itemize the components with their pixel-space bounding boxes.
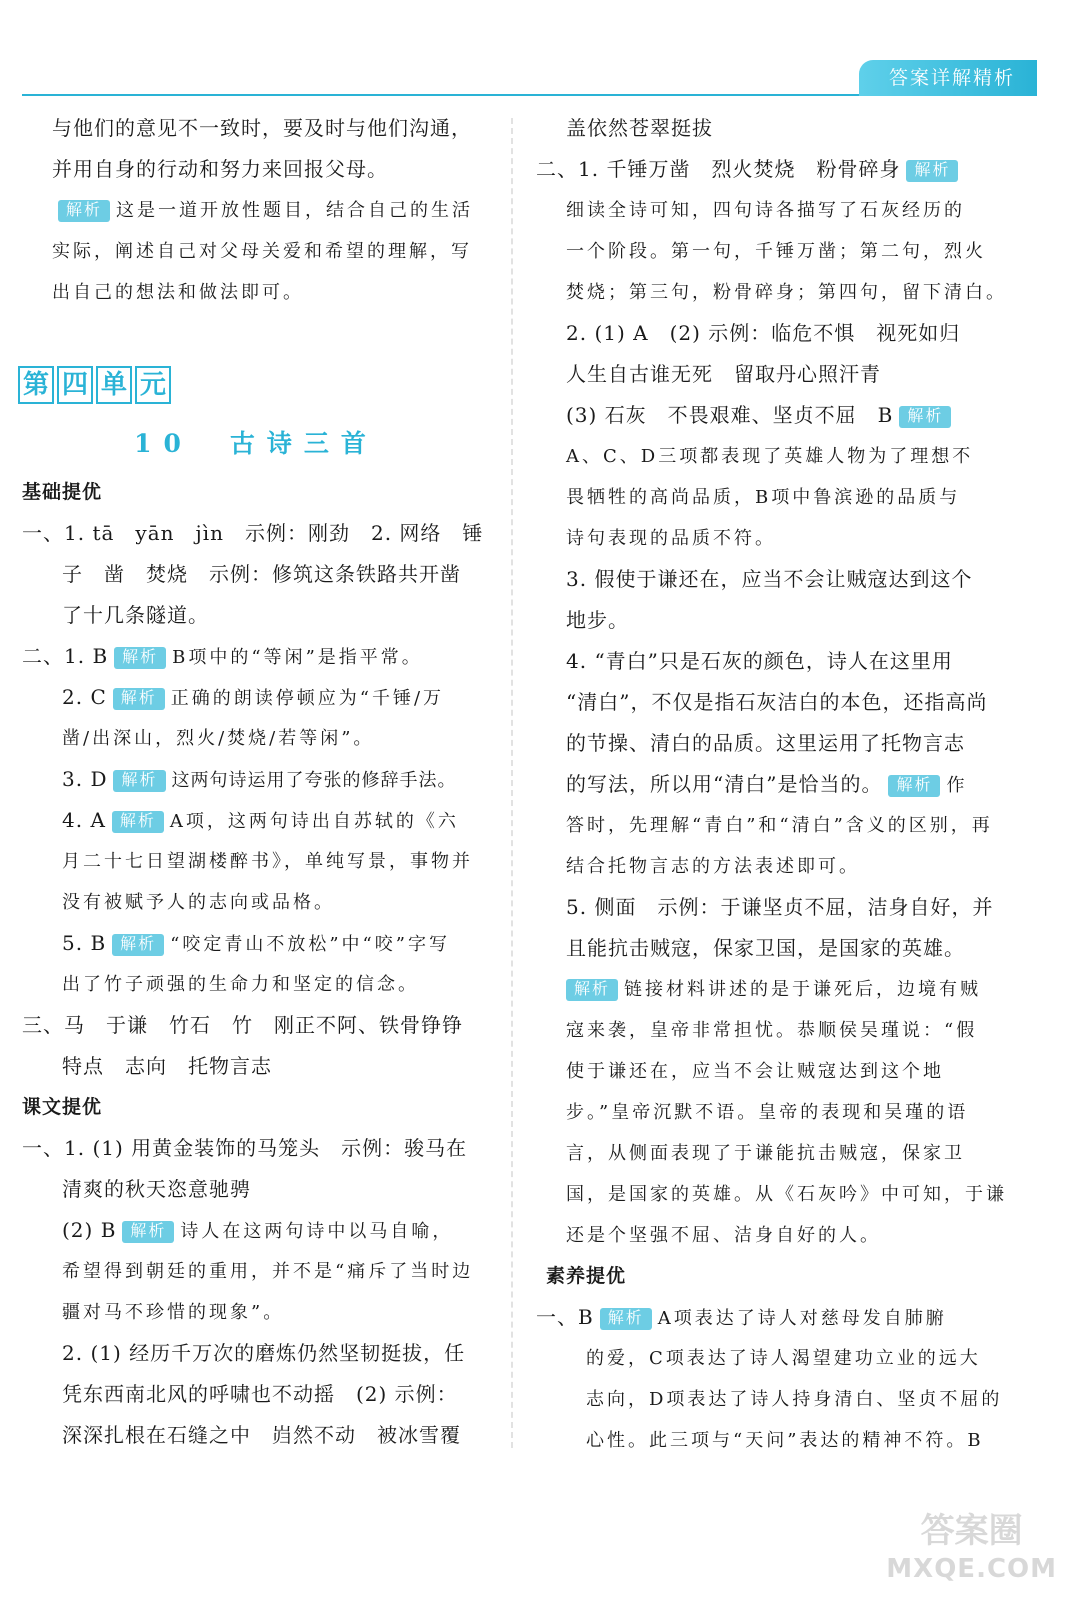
jiexi-badge: 解析 [600, 1308, 652, 1330]
text-line: 国，是国家的英雄。从《石灰吟》中可知，于谦 [566, 1184, 1007, 1205]
text-line: 二、1. 千锤万凿 烈火焚烧 粉骨碎身 解析 [536, 149, 1004, 190]
jiexi-badge: 解析 [906, 160, 958, 182]
text-line: 解析 链接材料讲述的是于谦死后，边境有贼 [536, 969, 1004, 1010]
text-line: 的爱，C项表达了诗人渴望建功立业的远大 [586, 1348, 981, 1369]
text-line: (2) B 解析 诗人在这两句诗中以马自喻， [62, 1218, 454, 1242]
text-line: 使于谦还在，应当不会让贼寇达到这个地 [566, 1061, 944, 1082]
text-line: 2. (1) 经历千万次的磨炼仍然坚韧挺拔，任 [62, 1341, 466, 1365]
text-line: 步。”皇帝沉默不语。皇帝的表现和吴瑾的语 [566, 1102, 969, 1123]
jiexi-badge: 解析 [566, 979, 618, 1001]
text-line: 4. A 解析 A项，这两句诗出自苏轼的《六 [62, 808, 459, 832]
text-line: 盖依然苍翠挺拔 [566, 116, 713, 140]
left-column [22, 108, 490, 313]
jiexi-badge: 解析 [899, 406, 951, 428]
text-line: 人生自古谁无死 留取丹心照汗青 [566, 362, 881, 386]
right-column [536, 108, 1007, 1461]
text-line: 5. B 解析 “咬定青山不放松”中“咬”字写 [62, 931, 450, 955]
section-heading: 素养提优 [546, 1265, 627, 1287]
text-line: A、C、D三项都表现了英雄人物为了理想不 [566, 446, 974, 467]
unit-heading [18, 366, 171, 404]
text-line: 一、1. (1) 用黄金装饰的马笼头 示例：骏马在 [22, 1136, 468, 1160]
text-line: 焚烧；第三句，粉骨碎身；第四句，留下清白。 [566, 282, 1007, 303]
text-line: 志向，D项表达了诗人持身清白、坚贞不屈的 [586, 1389, 1003, 1410]
text-line: 诗句表现的品质不符。 [566, 528, 776, 549]
text-line: 的节操、清白的品质。这里运用了托物言志 [566, 731, 965, 755]
text-line: 出自己的想法和做法即可。 [52, 282, 304, 303]
text-line: 实际，阐述自己对父母关爱和希望的理解，写 [52, 241, 472, 262]
text-line: 4. “青白”只是石灰的颜色，诗人在这里用 [566, 649, 953, 673]
text-line: 还是个坚强不屈、洁身自好的人。 [566, 1225, 881, 1246]
unit-char: 元 [135, 366, 171, 404]
text-line: 地步。 [566, 608, 629, 632]
text-line: 深深扎根在石缝之中 岿然不动 被冰雪覆 [62, 1423, 461, 1447]
unit-char: 单 [96, 366, 132, 404]
text-line: 月二十七日望湖楼醉书》，单纯写景，事物并 [62, 851, 473, 872]
text-line: 2. (1) A (2) 示例：临危不惧 视死如归 [566, 321, 961, 345]
header-tab: 答案详解精析 [859, 60, 1037, 96]
text-line: 且能抗击贼寇，保家卫国，是国家的英雄。 [566, 936, 965, 960]
text-line: 希望得到朝廷的重用，并不是“痛斥了当时边 [62, 1261, 474, 1282]
watermark: 答案圈 MXQE.COM [886, 1511, 1057, 1584]
text-line: “清白”，不仅是指石灰洁白的本色，还指高尚 [566, 690, 988, 714]
text-line: 三、马 于谦 竹石 竹 刚正不阿、铁骨铮铮 [22, 1013, 463, 1037]
unit-char: 四 [57, 366, 93, 404]
jiexi-badge: 解析 [888, 775, 940, 797]
text-line: 凭东西南北风的呼啸也不动摇 (2) 示例： [62, 1382, 458, 1406]
text-line: 特点 志向 托物言志 [62, 1054, 272, 1078]
text-line: 并用自身的行动和努力来回报父母。 [52, 157, 388, 181]
text-line: 答时，先理解“青白”和“清白”含义的区别，再 [566, 815, 993, 836]
text-line: 言，从侧面表现了于谦能抗击贼寇，保家卫 [566, 1143, 965, 1164]
text-line: 了十几条隧道。 [62, 603, 209, 627]
text-line: 一、B 解析 A项表达了诗人对慈母发自肺腑 [536, 1305, 947, 1329]
text-line: 畏牺牲的高尚品质，B项中鲁滨逊的品质与 [566, 487, 961, 508]
text-line: 凿/出深山，烈火/焚烧/若等闲”。 [62, 728, 375, 749]
text-line: 一个阶段。第一句，千锤万凿；第二句，烈火 [566, 241, 986, 262]
jiexi-badge: 解析 [114, 647, 166, 669]
jiexi-badge: 解析 [112, 811, 164, 833]
jiexi-badge: 解析 [122, 1221, 174, 1243]
text-line: 寇来袭，皇帝非常担忧。恭顺侯吴瑾说：“假 [566, 1020, 978, 1041]
text-line: 疆对马不珍惜的现象”。 [62, 1302, 285, 1323]
jiexi-badge: 解析 [112, 934, 164, 956]
left-body [22, 472, 490, 1456]
jiexi-badge: 解析 [113, 770, 165, 792]
text-line: 心性。此三项与“天问”表达的精神不符。B [586, 1430, 984, 1451]
text-line: 没有被赋予人的志向或品格。 [62, 892, 335, 913]
text-line: 结合托物言志的方法表述即可。 [566, 856, 860, 877]
text-line: 的写法，所以用“清白”是恰当的。 解析 作 [566, 772, 968, 796]
text-line: 出了竹子顽强的生命力和坚定的信念。 [62, 974, 419, 995]
jiexi-badge: 解析 [58, 200, 110, 222]
text-line: 3. D 解析 这两句诗运用了夸张的修辞手法。 [62, 767, 457, 791]
text-line: 二、1. B 解析 B项中的“等闲”是指平常。 [22, 644, 423, 668]
section-heading: 基础提优 [22, 481, 103, 503]
text-line: 3. 假使于谦还在，应当不会让贼寇达到这个 [566, 567, 973, 591]
text-line: 与他们的意见不一致时，要及时与他们沟通， [52, 116, 472, 140]
lesson-title: 10 古诗三首 [134, 429, 378, 458]
section-heading: 课文提优 [22, 1096, 103, 1118]
text-line: 2. C 解析 正确的朗读停顿应为“千锤/万 [62, 685, 445, 709]
text-line: 一、1. tā yān jìn 示例：刚劲 2. 网络 锤 [22, 521, 484, 545]
text-line: 细读全诗可知，四句诗各描写了石灰经历的 [566, 200, 965, 221]
text-line: 清爽的秋天恣意驰骋 [62, 1177, 251, 1201]
text-line: 解析 这是一道开放性题目，结合自己的生活 [22, 190, 490, 231]
jiexi-badge: 解析 [113, 688, 165, 710]
column-divider [511, 118, 513, 1448]
text-line: 5. 侧面 示例：于谦坚贞不屈，洁身自好，并 [566, 895, 994, 919]
unit-char: 第 [18, 366, 54, 404]
text-line: 子 凿 焚烧 示例：修筑这条铁路共开凿 [62, 562, 461, 586]
text-line: (3) 石灰 不畏艰难、坚贞不屈 B 解析 [536, 395, 1004, 436]
